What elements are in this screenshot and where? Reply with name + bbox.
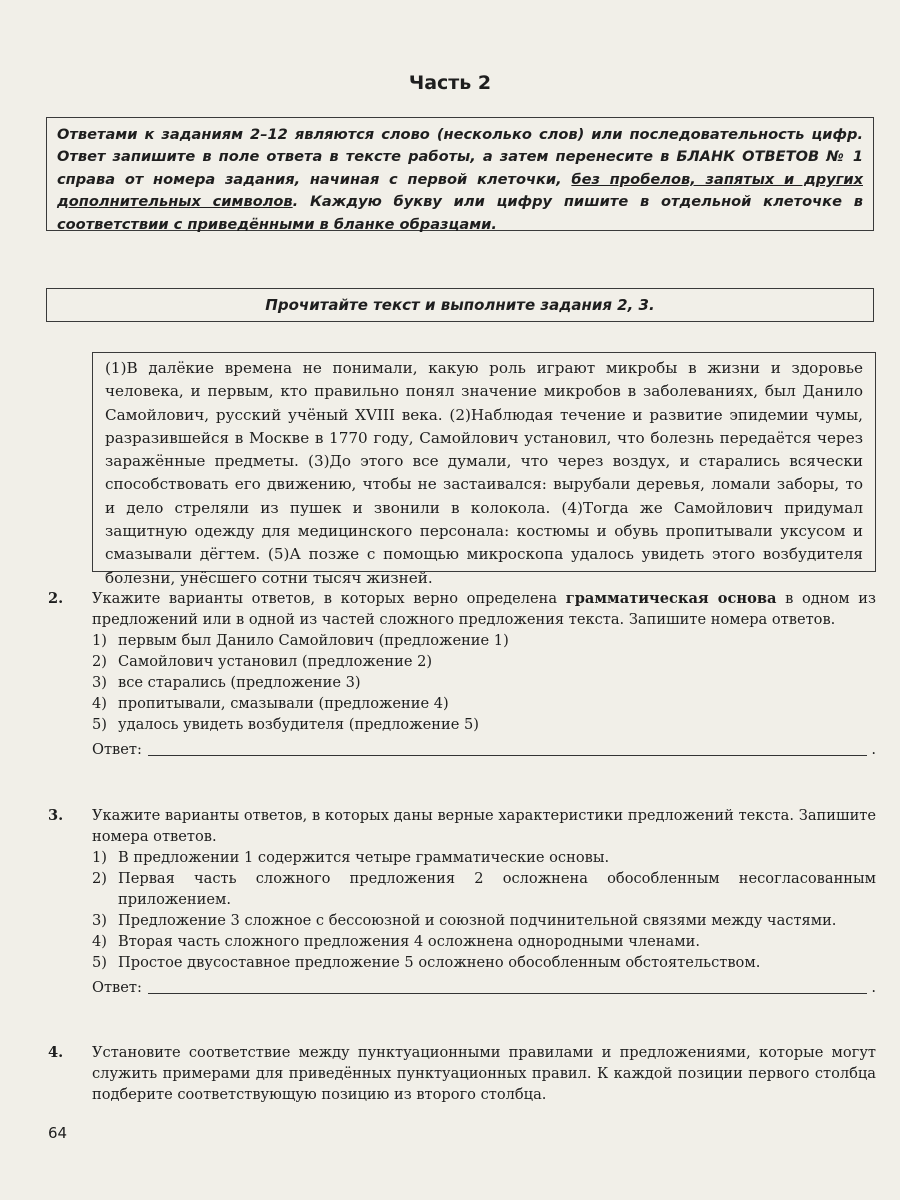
option-text: пропитывали, смазывали (предложение 4) <box>118 695 449 712</box>
instructions-text-end: . Каждую букву или цифру пишите в отдельной клеточке в соответствии с приведёнными в бланке образцами. <box>57 193 863 233</box>
option-text: Самойлович установил (предложение 2) <box>118 653 433 670</box>
task-2-option <box>92 714 876 735</box>
task-2-number: 2. <box>48 590 64 607</box>
option-text: удалось увидеть возбудителя (предложение 5) <box>118 716 479 733</box>
task-3-number: 3. <box>48 807 64 824</box>
option-number: 5) <box>92 716 107 733</box>
option-number: 2) <box>92 870 107 887</box>
read-instruction-box <box>46 288 874 322</box>
answer-label: Ответ: <box>92 979 142 996</box>
option-number: 1) <box>92 632 107 649</box>
task-2-prompt-start: Укажите варианты ответов, в которых верно определена <box>92 590 566 607</box>
answer-label: Ответ: <box>92 741 142 758</box>
instructions-box <box>46 117 874 231</box>
task-3-answer <box>92 977 876 998</box>
option-number: 1) <box>92 849 107 866</box>
option-text: Первая часть сложного предложения 2 осложнена обособленным несогласованным приложением. <box>118 870 876 908</box>
answer-end: . <box>871 979 876 996</box>
task-2-answer <box>92 739 876 760</box>
reading-text-box <box>92 352 876 587</box>
task-3-option <box>92 910 876 931</box>
task-2-prompt-bold: грамматическая основа <box>565 590 777 607</box>
task-2-option <box>92 630 876 651</box>
instructions-text: Ответами к заданиям 2–12 являются слово (несколько слов) или последовательность цифр. Ответ запишите в поле ответа в тексте работы, а затем перенесите в БЛАНК ОТВЕТОВ № 1 справа от номера задания, начиная с первой клеточки, <box>57 126 863 188</box>
answer-line[interactable] <box>148 979 867 994</box>
option-number: 5) <box>92 954 107 971</box>
option-text: все старались (предложение 3) <box>118 674 361 691</box>
task-2-option <box>92 651 876 672</box>
option-text: Простое двусоставное предложение 5 осложнено обособленным обстоятельством. <box>118 954 761 971</box>
task-3-option <box>92 952 876 973</box>
task-2-option <box>92 693 876 714</box>
answer-end: . <box>871 741 876 758</box>
task-4 <box>48 1042 876 1105</box>
instructions-underlined: без пробелов, запятых и других дополнительных символов <box>57 170 863 211</box>
option-text: В предложении 1 содержится четыре грамматические основы. <box>118 849 610 866</box>
option-text: Предложение 3 сложное с бессоюзной и союзной подчинительной связями между частями. <box>118 912 837 929</box>
page-number: 64 <box>48 1124 68 1142</box>
task-2-prompt-end: в одном из предложений или в одной из частей сложного предложения текста. Запишите номера ответов. <box>92 590 876 628</box>
task-4-prompt: Установите соответствие между пунктуационными правилами и предложениями, которые могут служить примерами для приведённых пунктуационных правил. К каждой позиции первого столбца подберите соответствующую позицию из второго столбца. <box>92 1044 876 1103</box>
task-3-option <box>92 847 876 868</box>
reading-text: (1)В далёкие времена не понимали, какую роль играют микробы в жизни и здоровье человека, и первым, кто правильно понял значение микробов в заболеваниях, был Данило Самойлович, русский учёный XVIII века. (2)Наблюдая течение и развитие эпидемии чумы, разразившейся в Москве в 1770 году, Самойлович установил, что болезнь передаётся через заражённые предметы. (3)До этого все думали, что через воздух, и старались всячески способствовать его движению, чтобы не застаивался: вырубали деревья, ломали заборы, то и дело стреляли из пушек и звонили в колокола. (4)Тогда же Самойлович придумал защитную одежду для медицинского персонала: костюмы и обувь пропитывали уксусом и смазывали дёгтем. (5)А позже с помощью микроскопа удалось увидеть этого возбудителя болезни, унёсшего сотни тысяч жизней. <box>105 359 863 587</box>
option-number: 3) <box>92 674 107 691</box>
task-3-option <box>92 868 876 910</box>
task-2-prompt <box>92 588 876 630</box>
option-number: 2) <box>92 653 107 670</box>
option-number: 4) <box>92 695 107 712</box>
task-3 <box>48 805 876 998</box>
task-3-option <box>92 931 876 952</box>
task-4-number: 4. <box>48 1044 64 1061</box>
option-number: 3) <box>92 912 107 929</box>
read-instruction: Прочитайте текст и выполните задания 2, 3. <box>265 296 655 314</box>
option-number: 4) <box>92 933 107 950</box>
option-text: первым был Данило Самойлович (предложение 1) <box>118 632 509 649</box>
task-2 <box>48 588 876 760</box>
task-2-option <box>92 672 876 693</box>
option-text: Вторая часть сложного предложения 4 осложнена однородными членами. <box>118 933 700 950</box>
part-title: Часть 2 <box>408 72 492 94</box>
answer-line[interactable] <box>148 741 867 756</box>
task-3-prompt: Укажите варианты ответов, в которых даны верные характеристики предложений текста. Запишите номера ответов. <box>92 807 876 845</box>
